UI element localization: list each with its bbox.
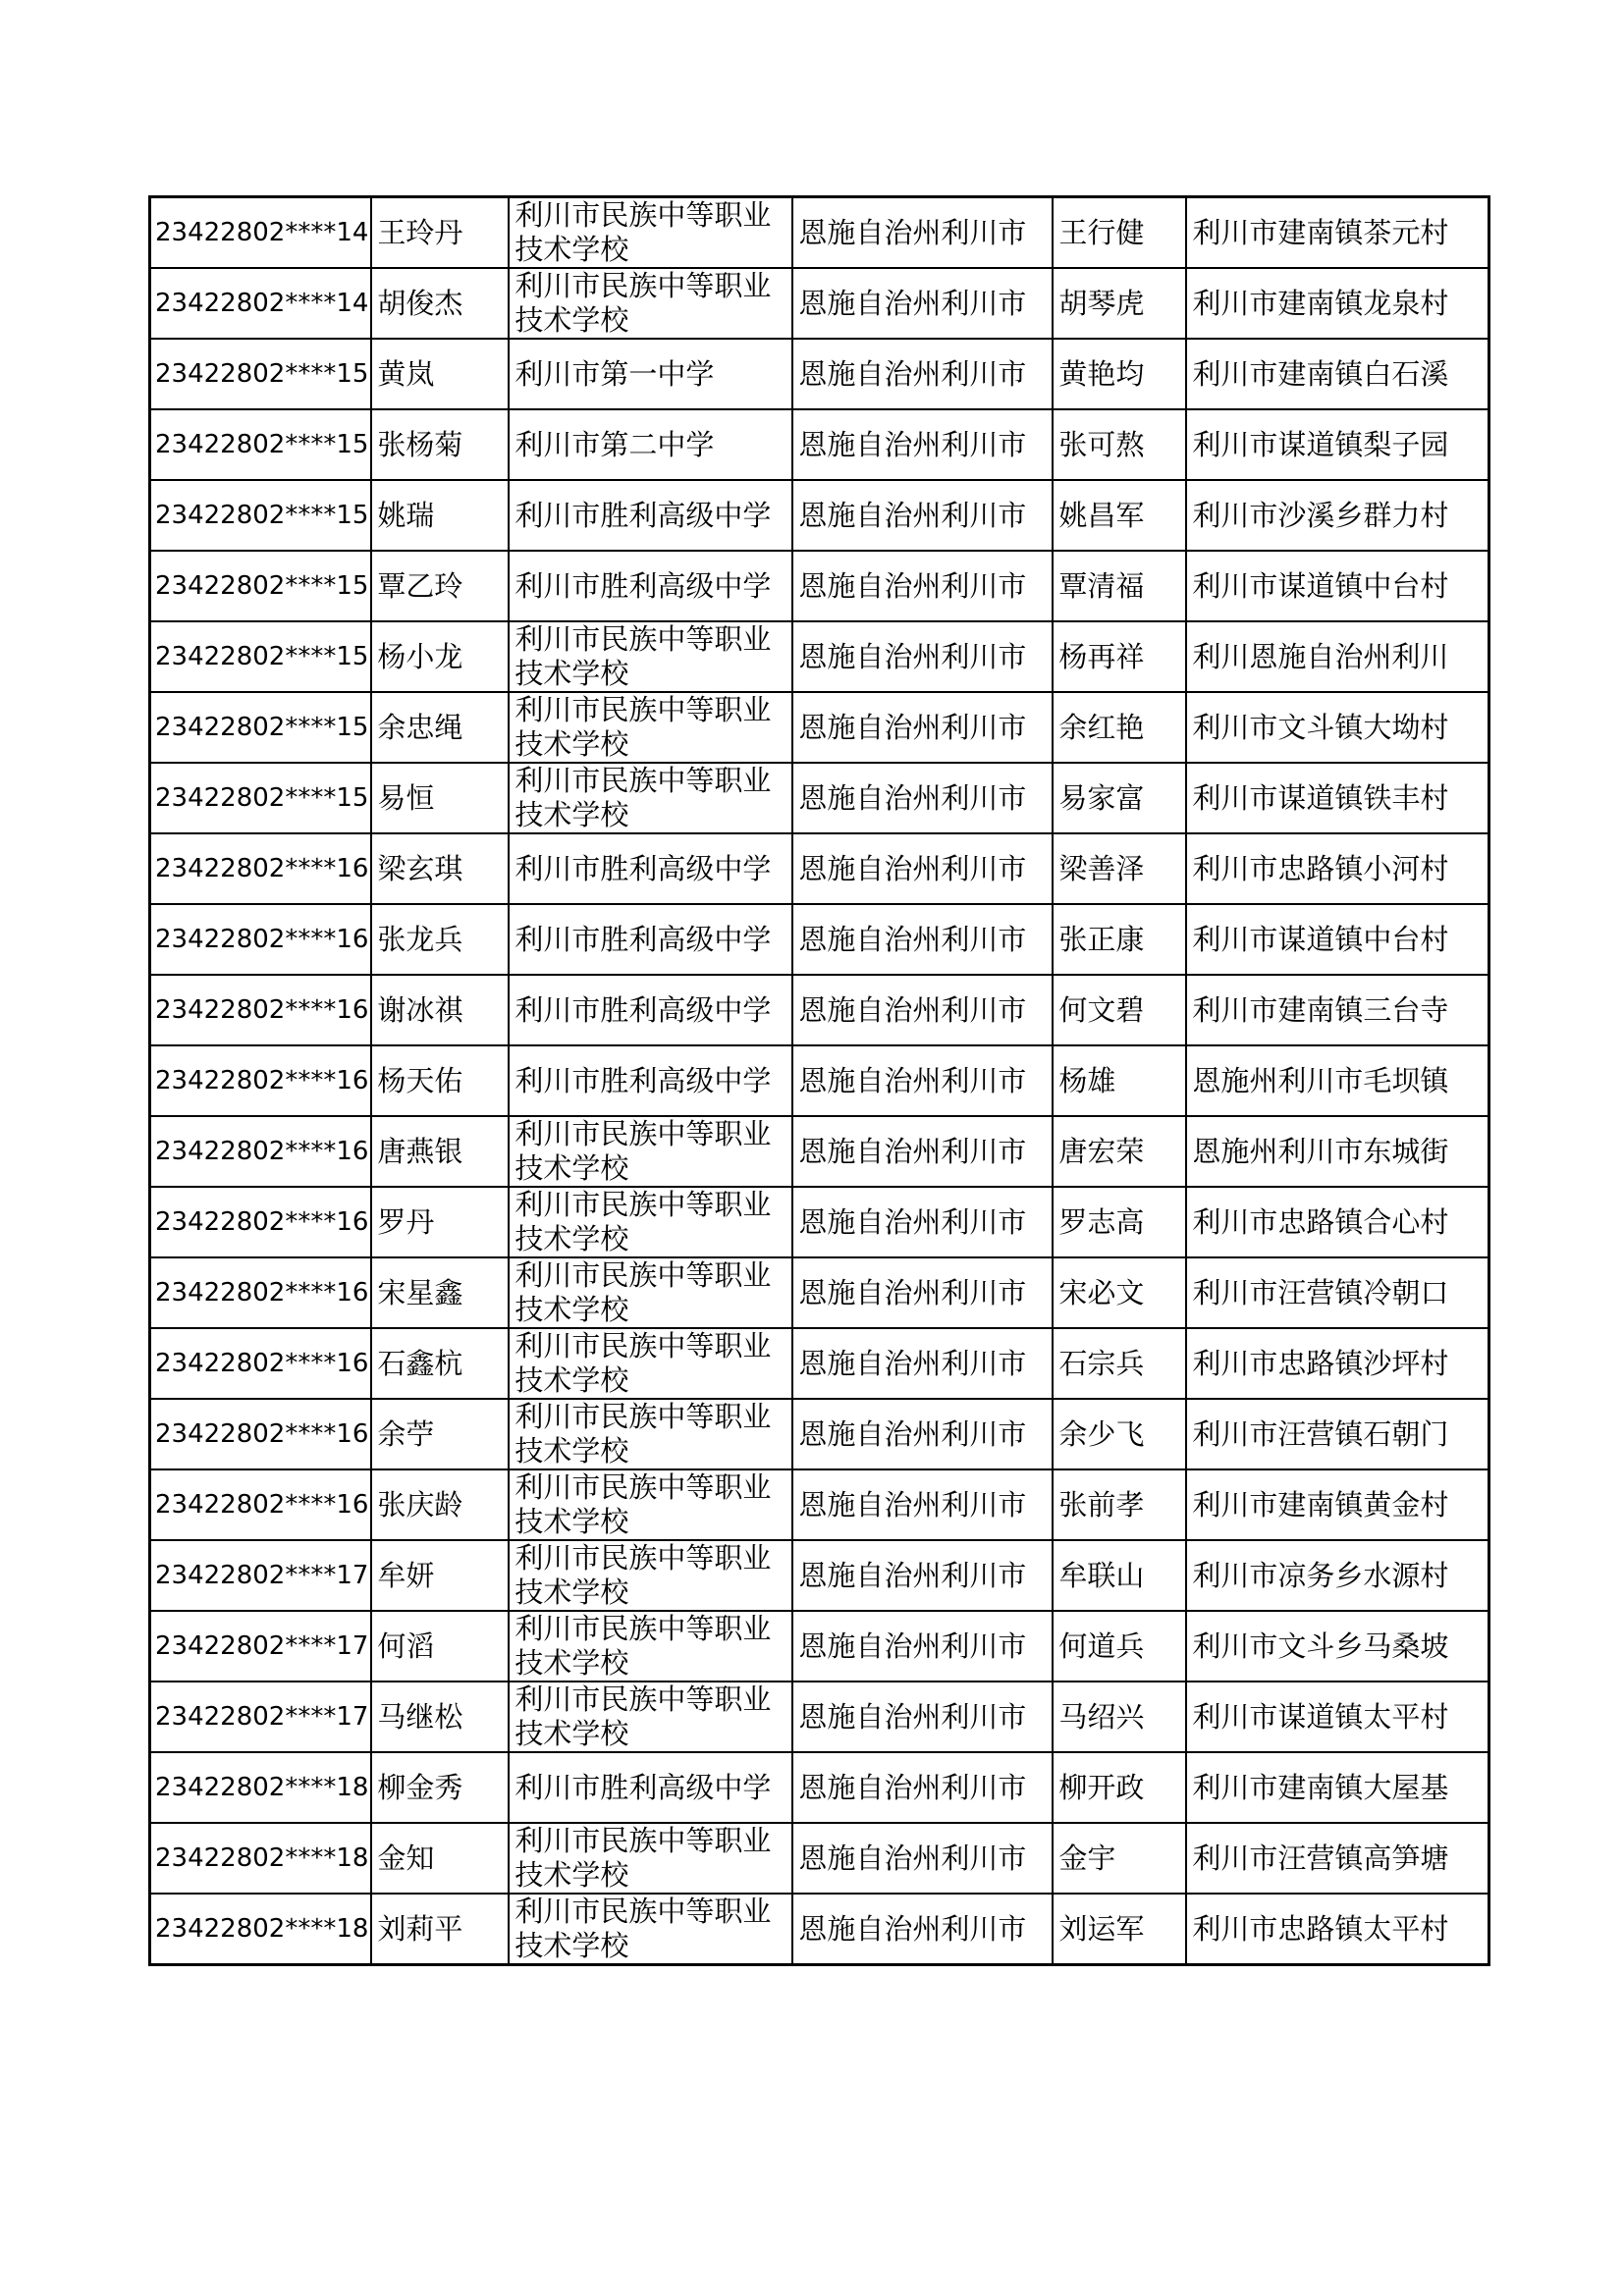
guardian-name-cell: 王行健 [1053,197,1186,269]
student-id-cell: 23422802****16 [150,1328,372,1399]
table-row [150,1469,1489,1540]
table-row [150,1540,1489,1611]
guardian-name-cell: 唐宏荣 [1053,1116,1186,1187]
student-id-cell: 23422802****17 [150,1540,372,1611]
table-row [150,833,1489,904]
table-row [150,692,1489,763]
student-name-cell: 姚瑞 [371,480,509,551]
guardian-name-cell: 张正康 [1053,904,1186,975]
student-name-cell: 刘莉平 [371,1894,509,1965]
table-row [150,339,1489,409]
address-cell: 利川市忠路镇小河村 [1186,833,1489,904]
school-cell: 利川市胜利高级中学 [509,1045,792,1116]
student-id-cell: 23422802****16 [150,1399,372,1469]
guardian-name-cell: 何道兵 [1053,1611,1186,1682]
table-row [150,1328,1489,1399]
guardian-name-cell: 易家富 [1053,763,1186,833]
address-cell: 利川市汪营镇冷朝口 [1186,1257,1489,1328]
student-name-cell: 张庆龄 [371,1469,509,1540]
school-cell: 利川市民族中等职业技术学校 [509,1116,792,1187]
roster-body [150,197,1489,1965]
student-name-cell: 余苧 [371,1399,509,1469]
student-id-cell: 23422802****15 [150,763,372,833]
guardian-name-cell: 梁善泽 [1053,833,1186,904]
address-cell: 利川市谋道镇中台村 [1186,904,1489,975]
school-cell: 利川市民族中等职业技术学校 [509,1823,792,1894]
school-cell: 利川市民族中等职业技术学校 [509,621,792,692]
table-row [150,1611,1489,1682]
guardian-name-cell: 姚昌军 [1053,480,1186,551]
student-name-cell: 杨小龙 [371,621,509,692]
region-cell: 恩施自治州利川市 [792,975,1053,1045]
student-id-cell: 23422802****16 [150,1045,372,1116]
school-cell: 利川市民族中等职业技术学校 [509,1399,792,1469]
school-cell: 利川市胜利高级中学 [509,1752,792,1823]
student-id-cell: 23422802****18 [150,1752,372,1823]
guardian-name-cell: 胡琴虎 [1053,268,1186,339]
region-cell: 恩施自治州利川市 [792,1045,1053,1116]
guardian-name-cell: 杨再祥 [1053,621,1186,692]
student-id-cell: 23422802****15 [150,339,372,409]
address-cell: 利川市建南镇三台寺 [1186,975,1489,1045]
table-row [150,763,1489,833]
table-row [150,1187,1489,1257]
table-row [150,1045,1489,1116]
table-row [150,1682,1489,1752]
guardian-name-cell: 石宗兵 [1053,1328,1186,1399]
region-cell: 恩施自治州利川市 [792,409,1053,480]
guardian-name-cell: 余红艳 [1053,692,1186,763]
school-cell: 利川市第一中学 [509,339,792,409]
student-name-cell: 张龙兵 [371,904,509,975]
student-id-cell: 23422802****14 [150,197,372,269]
region-cell: 恩施自治州利川市 [792,1328,1053,1399]
region-cell: 恩施自治州利川市 [792,1540,1053,1611]
address-cell: 恩施州利川市毛坝镇 [1186,1045,1489,1116]
table-row [150,268,1489,339]
region-cell: 恩施自治州利川市 [792,1894,1053,1965]
table-row [150,1257,1489,1328]
student-id-cell: 23422802****16 [150,904,372,975]
student-name-cell: 梁玄琪 [371,833,509,904]
student-name-cell: 余忠绳 [371,692,509,763]
school-cell: 利川市民族中等职业技术学校 [509,1187,792,1257]
roster-table [148,195,1490,1966]
student-name-cell: 覃乙玲 [371,551,509,621]
address-cell: 利川市沙溪乡群力村 [1186,480,1489,551]
student-id-cell: 23422802****18 [150,1823,372,1894]
guardian-name-cell: 余少飞 [1053,1399,1186,1469]
student-id-cell: 23422802****16 [150,1257,372,1328]
guardian-name-cell: 刘运军 [1053,1894,1186,1965]
student-id-cell: 23422802****16 [150,1187,372,1257]
region-cell: 恩施自治州利川市 [792,1257,1053,1328]
address-cell: 利川市凉务乡水源村 [1186,1540,1489,1611]
address-cell: 利川市文斗乡马桑坡 [1186,1611,1489,1682]
address-cell: 利川恩施自治州利川 [1186,621,1489,692]
student-name-cell: 唐燕银 [371,1116,509,1187]
school-cell: 利川市胜利高级中学 [509,904,792,975]
region-cell: 恩施自治州利川市 [792,1399,1053,1469]
table-row [150,1116,1489,1187]
school-cell: 利川市民族中等职业技术学校 [509,763,792,833]
guardian-name-cell: 柳开政 [1053,1752,1186,1823]
student-name-cell: 谢冰祺 [371,975,509,1045]
region-cell: 恩施自治州利川市 [792,268,1053,339]
school-cell: 利川市民族中等职业技术学校 [509,692,792,763]
student-id-cell: 23422802****14 [150,268,372,339]
student-id-cell: 23422802****15 [150,480,372,551]
address-cell: 利川市建南镇龙泉村 [1186,268,1489,339]
address-cell: 利川市建南镇大屋基 [1186,1752,1489,1823]
table-row [150,1894,1489,1965]
student-name-cell: 易恒 [371,763,509,833]
student-name-cell: 胡俊杰 [371,268,509,339]
table-row [150,1399,1489,1469]
student-id-cell: 23422802****17 [150,1611,372,1682]
student-name-cell: 金知 [371,1823,509,1894]
guardian-name-cell: 金宇 [1053,1823,1186,1894]
address-cell: 利川市建南镇黄金村 [1186,1469,1489,1540]
address-cell: 利川市谋道镇太平村 [1186,1682,1489,1752]
region-cell: 恩施自治州利川市 [792,1823,1053,1894]
guardian-name-cell: 罗志高 [1053,1187,1186,1257]
student-id-cell: 23422802****18 [150,1894,372,1965]
school-cell: 利川市民族中等职业技术学校 [509,197,792,269]
student-id-cell: 23422802****16 [150,1116,372,1187]
school-cell: 利川市民族中等职业技术学校 [509,268,792,339]
guardian-name-cell: 何文碧 [1053,975,1186,1045]
address-cell: 恩施州利川市东城街 [1186,1116,1489,1187]
table-row [150,551,1489,621]
address-cell: 利川市建南镇白石溪 [1186,339,1489,409]
guardian-name-cell: 杨雄 [1053,1045,1186,1116]
region-cell: 恩施自治州利川市 [792,904,1053,975]
table-row [150,1752,1489,1823]
address-cell: 利川市汪营镇高笋塘 [1186,1823,1489,1894]
address-cell: 利川市文斗镇大坳村 [1186,692,1489,763]
region-cell: 恩施自治州利川市 [792,1611,1053,1682]
student-id-cell: 23422802****15 [150,409,372,480]
table-row [150,904,1489,975]
student-id-cell: 23422802****15 [150,621,372,692]
table-row [150,480,1489,551]
region-cell: 恩施自治州利川市 [792,763,1053,833]
student-name-cell: 王玲丹 [371,197,509,269]
school-cell: 利川市民族中等职业技术学校 [509,1469,792,1540]
region-cell: 恩施自治州利川市 [792,551,1053,621]
region-cell: 恩施自治州利川市 [792,621,1053,692]
student-name-cell: 宋星鑫 [371,1257,509,1328]
address-cell: 利川市建南镇茶元村 [1186,197,1489,269]
student-id-cell: 23422802****16 [150,1469,372,1540]
guardian-name-cell: 宋必文 [1053,1257,1186,1328]
school-cell: 利川市胜利高级中学 [509,975,792,1045]
table-row [150,409,1489,480]
student-id-cell: 23422802****17 [150,1682,372,1752]
school-cell: 利川市胜利高级中学 [509,551,792,621]
region-cell: 恩施自治州利川市 [792,1116,1053,1187]
student-name-cell: 张杨菊 [371,409,509,480]
address-cell: 利川市汪营镇石朝门 [1186,1399,1489,1469]
address-cell: 利川市谋道镇中台村 [1186,551,1489,621]
student-name-cell: 马继松 [371,1682,509,1752]
school-cell: 利川市民族中等职业技术学校 [509,1540,792,1611]
address-cell: 利川市谋道镇梨子园 [1186,409,1489,480]
student-name-cell: 何滔 [371,1611,509,1682]
school-cell: 利川市胜利高级中学 [509,833,792,904]
guardian-name-cell: 张前孝 [1053,1469,1186,1540]
student-name-cell: 黄岚 [371,339,509,409]
address-cell: 利川市忠路镇合心村 [1186,1187,1489,1257]
region-cell: 恩施自治州利川市 [792,692,1053,763]
school-cell: 利川市民族中等职业技术学校 [509,1257,792,1328]
region-cell: 恩施自治州利川市 [792,1469,1053,1540]
student-name-cell: 石鑫杭 [371,1328,509,1399]
table-row [150,197,1489,269]
school-cell: 利川市胜利高级中学 [509,480,792,551]
region-cell: 恩施自治州利川市 [792,197,1053,269]
guardian-name-cell: 覃清福 [1053,551,1186,621]
guardian-name-cell: 张可熬 [1053,409,1186,480]
student-name-cell: 柳金秀 [371,1752,509,1823]
region-cell: 恩施自治州利川市 [792,480,1053,551]
table-row [150,975,1489,1045]
table-row [150,621,1489,692]
region-cell: 恩施自治州利川市 [792,1187,1053,1257]
region-cell: 恩施自治州利川市 [792,833,1053,904]
student-id-cell: 23422802****15 [150,551,372,621]
school-cell: 利川市第二中学 [509,409,792,480]
guardian-name-cell: 马绍兴 [1053,1682,1186,1752]
table-row [150,1823,1489,1894]
region-cell: 恩施自治州利川市 [792,1752,1053,1823]
address-cell: 利川市谋道镇铁丰村 [1186,763,1489,833]
school-cell: 利川市民族中等职业技术学校 [509,1328,792,1399]
school-cell: 利川市民族中等职业技术学校 [509,1682,792,1752]
student-id-cell: 23422802****16 [150,975,372,1045]
region-cell: 恩施自治州利川市 [792,1682,1053,1752]
region-cell: 恩施自治州利川市 [792,339,1053,409]
student-id-cell: 23422802****16 [150,833,372,904]
address-cell: 利川市忠路镇沙坪村 [1186,1328,1489,1399]
address-cell: 利川市忠路镇太平村 [1186,1894,1489,1965]
student-name-cell: 牟妍 [371,1540,509,1611]
student-name-cell: 杨天佑 [371,1045,509,1116]
guardian-name-cell: 牟联山 [1053,1540,1186,1611]
student-name-cell: 罗丹 [371,1187,509,1257]
school-cell: 利川市民族中等职业技术学校 [509,1611,792,1682]
guardian-name-cell: 黄艳均 [1053,339,1186,409]
school-cell: 利川市民族中等职业技术学校 [509,1894,792,1965]
student-id-cell: 23422802****15 [150,692,372,763]
